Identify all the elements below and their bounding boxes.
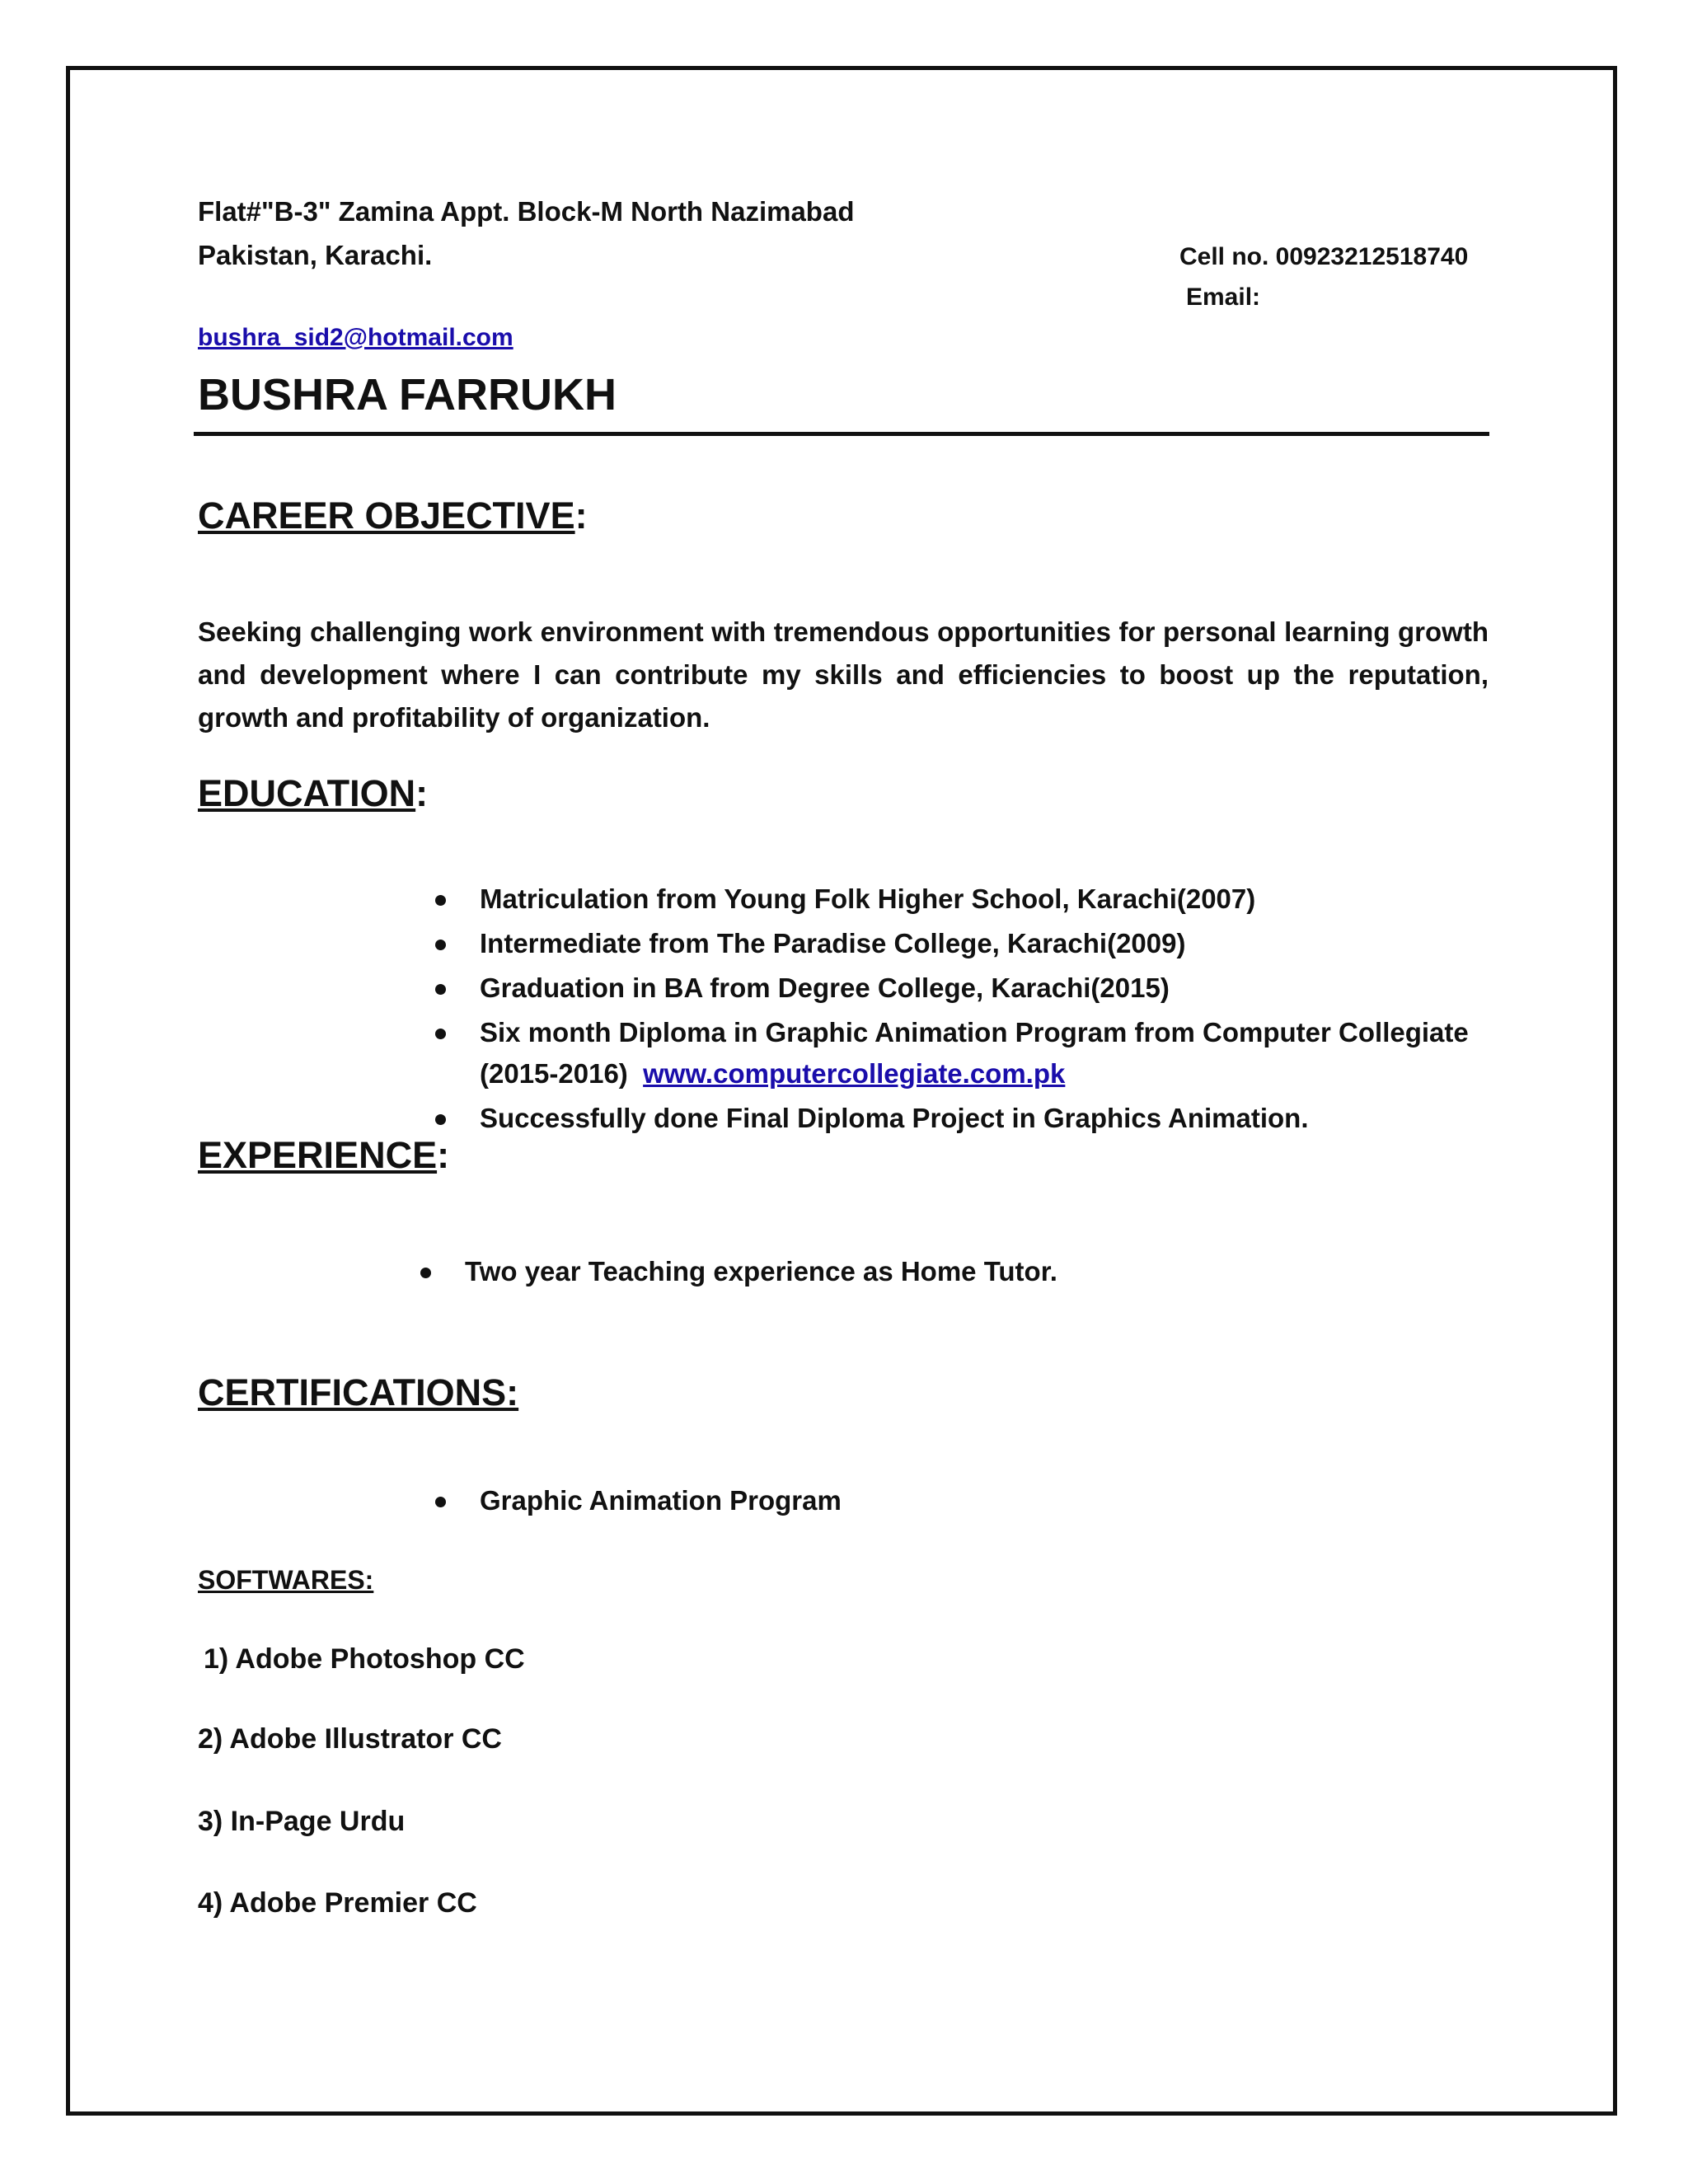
email-link[interactable]: bushra_sid2@hotmail.com <box>198 324 513 351</box>
education-heading <box>198 772 428 815</box>
list-item <box>430 879 1502 920</box>
education-item-text: Six month Diploma in Graphic Animation Program from Computer Collegiate (2015-2016) <box>480 1017 1469 1089</box>
softwares-heading: SOFTWARES: <box>198 1565 374 1595</box>
name-divider <box>194 432 1489 436</box>
experience-heading <box>198 1134 449 1177</box>
list-item <box>430 968 1502 1009</box>
education-list <box>430 879 1502 1142</box>
education-item-text: Successfully done Final Diploma Project in Graphics Animation. <box>480 1103 1309 1133</box>
education-colon: : <box>415 772 429 814</box>
software-item: 4) Adobe Premier CC <box>198 1887 477 1919</box>
experience-title: EXPERIENCE <box>198 1134 438 1176</box>
address-line-2: Pakistan, Karachi. <box>198 240 433 270</box>
certifications-heading: CERTIFICATIONS: <box>198 1371 519 1413</box>
experience-colon: : <box>437 1134 450 1176</box>
cell-number: Cell no. 00923212518740 <box>1179 243 1469 270</box>
list-item <box>430 1012 1502 1094</box>
list-item <box>430 1098 1502 1139</box>
education-item-text: Matriculation from Young Folk Higher School, Karachi(2007) <box>480 883 1256 914</box>
software-item: 2) Adobe Illustrator CC <box>198 1723 502 1755</box>
career-objective-text: Seeking challenging work environment with tremendous opportunities for personal learning growth and development where I can contribute my skills and efficiencies to boost up the reputation, growth and profitability of organization. <box>198 616 1489 733</box>
software-item: 3) In-Page Urdu <box>198 1806 406 1837</box>
candidate-name: BUSHRA FARRUKH <box>198 370 617 419</box>
certifications-list <box>430 1480 1419 1525</box>
software-item: 1) Adobe Photoshop CC <box>204 1643 525 1675</box>
list-item <box>415 1251 1404 1292</box>
college-website-link[interactable]: www.computercollegiate.com.pk <box>643 1058 1066 1089</box>
career-objective-title: CAREER OBJECTIVE <box>198 494 575 537</box>
email-label: Email: <box>1186 284 1261 311</box>
list-item <box>430 923 1502 964</box>
address-line-1: Flat#"B-3" Zamina Appt. Block-M North Nazimabad <box>198 196 855 227</box>
education-title: EDUCATION <box>198 772 416 814</box>
list-item <box>430 1480 1419 1521</box>
experience-list <box>415 1251 1404 1296</box>
career-objective-heading <box>198 494 588 537</box>
experience-item-text: Two year Teaching experience as Home Tutor. <box>465 1256 1057 1286</box>
certification-item-text: Graphic Animation Program <box>480 1485 842 1516</box>
career-objective-colon: : <box>574 494 588 537</box>
education-item-text: Graduation in BA from Degree College, Karachi(2015) <box>480 972 1170 1003</box>
education-item-text: Intermediate from The Paradise College, Karachi(2009) <box>480 928 1186 958</box>
